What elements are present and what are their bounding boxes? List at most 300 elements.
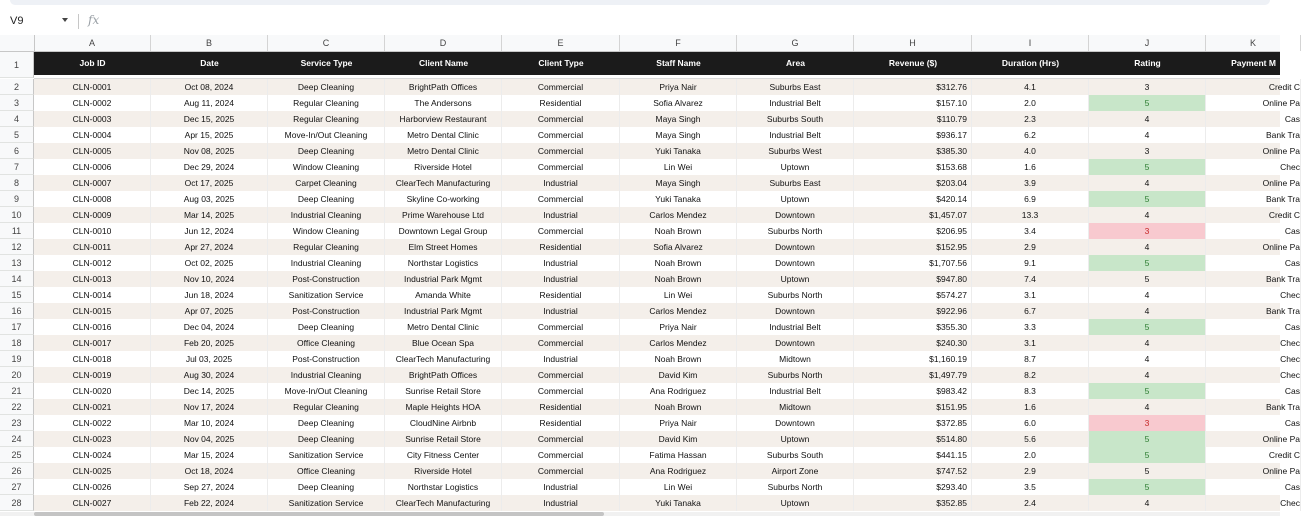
cell-duration[interactable]: 3.9	[972, 175, 1089, 191]
row-number[interactable]: 13	[0, 255, 34, 271]
cell-rating[interactable]: 3	[1089, 79, 1206, 95]
cell-client-type[interactable]: Commercial	[502, 143, 620, 159]
cell-staff-name[interactable]: Maya Singh	[620, 175, 737, 191]
cell-staff-name[interactable]: Noah Brown	[620, 271, 737, 287]
cell-job-id[interactable]: CLN-0020	[34, 383, 151, 399]
cell-revenue[interactable]: $420.14	[854, 191, 972, 207]
cell-client-name[interactable]: Blue Ocean Spa	[385, 335, 502, 351]
cell-service-type[interactable]: Regular Cleaning	[268, 239, 385, 255]
cell-date[interactable]: Apr 07, 2025	[151, 303, 268, 319]
cell-client-name[interactable]: Northstar Logistics	[385, 479, 502, 495]
cell-service-type[interactable]: Window Cleaning	[268, 223, 385, 239]
cell-duration[interactable]: 8.3	[972, 383, 1089, 399]
cell-area[interactable]: Suburbs East	[737, 175, 854, 191]
cell-duration[interactable]: 3.4	[972, 223, 1089, 239]
cell-rating[interactable]: 5	[1089, 319, 1206, 335]
header-job-id[interactable]: Job ID	[79, 58, 106, 68]
cell-job-id[interactable]: CLN-0002	[34, 95, 151, 111]
row-number[interactable]: 12	[0, 239, 34, 255]
cell-revenue[interactable]: $293.40	[854, 479, 972, 495]
cell-duration[interactable]: 6.0	[972, 415, 1089, 431]
cell-payment-method[interactable]: Chec	[1206, 367, 1301, 383]
cell-area[interactable]: Industrial Belt	[737, 127, 854, 143]
cell-date[interactable]: Jun 18, 2024	[151, 287, 268, 303]
cell-area[interactable]: Downtown	[737, 415, 854, 431]
cell-rating[interactable]: 4	[1089, 175, 1206, 191]
row-number[interactable]: 23	[0, 415, 34, 431]
cell-date[interactable]: Nov 04, 2025	[151, 431, 268, 447]
spreadsheet-grid[interactable]	[0, 35, 1300, 512]
cell-revenue[interactable]: $1,707.56	[854, 255, 972, 271]
cell-date[interactable]: Nov 17, 2024	[151, 399, 268, 415]
row-number[interactable]: 10	[0, 207, 34, 223]
row-number[interactable]: 14	[0, 271, 34, 287]
cell-service-type[interactable]: Move-In/Out Cleaning	[268, 127, 385, 143]
cell-duration[interactable]: 6.9	[972, 191, 1089, 207]
cell-job-id[interactable]: CLN-0016	[34, 319, 151, 335]
column-header-k[interactable]: K	[1206, 35, 1301, 51]
name-box[interactable]	[0, 8, 76, 35]
header-staff-name[interactable]: Staff Name	[656, 58, 701, 68]
cell-job-id[interactable]: CLN-0003	[34, 111, 151, 127]
cell-revenue[interactable]: $936.17	[854, 127, 972, 143]
cell-date[interactable]: Dec 14, 2025	[151, 383, 268, 399]
cell-duration[interactable]: 2.4	[972, 495, 1089, 511]
cell-client-type[interactable]: Industrial	[502, 303, 620, 319]
cell-client-name[interactable]: Industrial Park Mgmt	[385, 271, 502, 287]
cell-revenue[interactable]: $922.96	[854, 303, 972, 319]
cell-rating[interactable]: 4	[1089, 287, 1206, 303]
cell-job-id[interactable]: CLN-0007	[34, 175, 151, 191]
cell-staff-name[interactable]: Noah Brown	[620, 351, 737, 367]
cell-client-name[interactable]: Metro Dental Clinic	[385, 127, 502, 143]
column-header-a[interactable]: A	[34, 35, 151, 51]
cell-duration[interactable]: 7.4	[972, 271, 1089, 287]
cell-payment-method[interactable]: Cas	[1206, 319, 1301, 335]
cell-service-type[interactable]: Post-Construction	[268, 351, 385, 367]
cell-area[interactable]: Downtown	[737, 335, 854, 351]
cell-staff-name[interactable]: Carlos Mendez	[620, 207, 737, 223]
select-all-corner[interactable]	[0, 35, 35, 51]
header-client-type[interactable]: Client Type	[538, 58, 584, 68]
header-client-name[interactable]: Client Name	[418, 58, 469, 68]
row-number[interactable]: 19	[0, 351, 34, 367]
cell-client-type[interactable]: Industrial	[502, 495, 620, 511]
cell-date[interactable]: Dec 04, 2024	[151, 319, 268, 335]
cell-rating[interactable]: 5	[1089, 159, 1206, 175]
cell-job-id[interactable]: CLN-0021	[34, 399, 151, 415]
cell-staff-name[interactable]: Priya Nair	[620, 319, 737, 335]
cell-revenue[interactable]: $110.79	[854, 111, 972, 127]
cell-revenue[interactable]: $203.04	[854, 175, 972, 191]
cell-client-name[interactable]: Elm Street Homes	[385, 239, 502, 255]
cell-client-name[interactable]: Downtown Legal Group	[385, 223, 502, 239]
scrollbar-thumb[interactable]	[34, 512, 604, 516]
cell-job-id[interactable]: CLN-0025	[34, 463, 151, 479]
cell-staff-name[interactable]: Noah Brown	[620, 399, 737, 415]
cell-date[interactable]: Feb 22, 2024	[151, 495, 268, 511]
row-number[interactable]: 7	[0, 159, 34, 175]
cell-staff-name[interactable]: Fatima Hassan	[620, 447, 737, 463]
cell-area[interactable]: Downtown	[737, 239, 854, 255]
cell-service-type[interactable]: Deep Cleaning	[268, 319, 385, 335]
row-number[interactable]: 25	[0, 447, 34, 463]
cell-area[interactable]: Suburbs North	[737, 287, 854, 303]
cell-area[interactable]: Suburbs North	[737, 223, 854, 239]
cell-client-name[interactable]: ClearTech Manufacturing	[385, 495, 502, 511]
cell-area[interactable]: Uptown	[737, 271, 854, 287]
cell-rating[interactable]: 5	[1089, 479, 1206, 495]
cell-area[interactable]: Uptown	[737, 191, 854, 207]
cell-rating[interactable]: 5	[1089, 447, 1206, 463]
cell-service-type[interactable]: Office Cleaning	[268, 463, 385, 479]
cell-job-id[interactable]: CLN-0017	[34, 335, 151, 351]
cell-date[interactable]: Mar 14, 2025	[151, 207, 268, 223]
cell-payment-method[interactable]: Chec	[1206, 351, 1301, 367]
cell-service-type[interactable]: Carpet Cleaning	[268, 175, 385, 191]
row-number[interactable]: 8	[0, 175, 34, 191]
cell-client-type[interactable]: Commercial	[502, 431, 620, 447]
row-number[interactable]: 15	[0, 287, 34, 303]
cell-service-type[interactable]: Post-Construction	[268, 303, 385, 319]
cell-staff-name[interactable]: Yuki Tanaka	[620, 191, 737, 207]
cell-payment-method[interactable]: Online Pa	[1206, 463, 1301, 479]
cell-duration[interactable]: 6.7	[972, 303, 1089, 319]
cell-area[interactable]: Downtown	[737, 255, 854, 271]
cell-date[interactable]: Oct 17, 2025	[151, 175, 268, 191]
cell-service-type[interactable]: Sanitization Service	[268, 287, 385, 303]
cell-job-id[interactable]: CLN-0009	[34, 207, 151, 223]
header-date[interactable]: Date	[200, 58, 219, 68]
cell-duration[interactable]: 8.2	[972, 367, 1089, 383]
cell-staff-name[interactable]: Noah Brown	[620, 255, 737, 271]
row-number[interactable]: 9	[0, 191, 34, 207]
cell-rating[interactable]: 5	[1089, 431, 1206, 447]
cell-revenue[interactable]: $441.15	[854, 447, 972, 463]
cell-payment-method[interactable]: Chec	[1206, 159, 1301, 175]
cell-date[interactable]: Sep 27, 2024	[151, 479, 268, 495]
cell-payment-method[interactable]: Online Pa	[1206, 95, 1301, 111]
cell-service-type[interactable]: Industrial Cleaning	[268, 367, 385, 383]
cell-duration[interactable]: 2.0	[972, 447, 1089, 463]
cell-duration[interactable]: 2.9	[972, 463, 1089, 479]
cell-job-id[interactable]: CLN-0024	[34, 447, 151, 463]
cell-job-id[interactable]: CLN-0015	[34, 303, 151, 319]
cell-duration[interactable]: 2.0	[972, 95, 1089, 111]
cell-client-type[interactable]: Residential	[502, 239, 620, 255]
cell-job-id[interactable]: CLN-0004	[34, 127, 151, 143]
cell-service-type[interactable]: Industrial Cleaning	[268, 255, 385, 271]
cell-service-type[interactable]: Deep Cleaning	[268, 191, 385, 207]
cell-area[interactable]: Suburbs West	[737, 143, 854, 159]
cell-revenue[interactable]: $747.52	[854, 463, 972, 479]
cell-client-type[interactable]: Industrial	[502, 351, 620, 367]
row-number[interactable]: 6	[0, 143, 34, 159]
cell-client-name[interactable]: The Andersons	[385, 95, 502, 111]
cell-service-type[interactable]: Deep Cleaning	[268, 479, 385, 495]
cell-client-name[interactable]: Harborview Restaurant	[385, 111, 502, 127]
cell-client-name[interactable]: Sunrise Retail Store	[385, 431, 502, 447]
cell-client-name[interactable]: Riverside Hotel	[385, 159, 502, 175]
chevron-down-icon[interactable]	[62, 18, 68, 22]
cell-rating[interactable]: 4	[1089, 303, 1206, 319]
cell-date[interactable]: Aug 30, 2024	[151, 367, 268, 383]
horizontal-scrollbar[interactable]	[0, 512, 1280, 516]
cell-service-type[interactable]: Deep Cleaning	[268, 415, 385, 431]
cell-area[interactable]: Suburbs North	[737, 367, 854, 383]
cell-client-name[interactable]: Metro Dental Clinic	[385, 319, 502, 335]
cell-client-type[interactable]: Commercial	[502, 447, 620, 463]
cell-staff-name[interactable]: Ana Rodriguez	[620, 463, 737, 479]
cell-job-id[interactable]: CLN-0012	[34, 255, 151, 271]
cell-service-type[interactable]: Move-In/Out Cleaning	[268, 383, 385, 399]
cell-area[interactable]: Uptown	[737, 495, 854, 511]
cell-client-type[interactable]: Commercial	[502, 223, 620, 239]
cell-payment-method[interactable]: Online Pa	[1206, 239, 1301, 255]
cell-rating[interactable]: 5	[1089, 383, 1206, 399]
cell-date[interactable]: Dec 29, 2024	[151, 159, 268, 175]
cell-client-type[interactable]: Commercial	[502, 127, 620, 143]
header-revenue[interactable]: Revenue ($)	[888, 58, 938, 68]
cell-area[interactable]: Suburbs North	[737, 479, 854, 495]
cell-date[interactable]: Feb 20, 2025	[151, 335, 268, 351]
cell-service-type[interactable]: Sanitization Service	[268, 495, 385, 511]
header-duration[interactable]: Duration (Hrs)	[1001, 58, 1060, 68]
cell-payment-method[interactable]: Cas	[1206, 223, 1301, 239]
row-number[interactable]: 1	[0, 52, 34, 78]
cell-client-type[interactable]: Residential	[502, 95, 620, 111]
cell-staff-name[interactable]: Noah Brown	[620, 223, 737, 239]
cell-rating[interactable]: 4	[1089, 351, 1206, 367]
cell-duration[interactable]: 3.1	[972, 287, 1089, 303]
cell-payment-method[interactable]: Cas	[1206, 111, 1301, 127]
cell-staff-name[interactable]: Maya Singh	[620, 111, 737, 127]
row-number[interactable]: 18	[0, 335, 34, 351]
cell-revenue[interactable]: $514.80	[854, 431, 972, 447]
cell-job-id[interactable]: CLN-0027	[34, 495, 151, 511]
cell-rating[interactable]: 4	[1089, 399, 1206, 415]
cell-revenue[interactable]: $352.85	[854, 495, 972, 511]
cell-rating[interactable]: 5	[1089, 255, 1206, 271]
cell-date[interactable]: Apr 15, 2025	[151, 127, 268, 143]
column-header-e[interactable]: E	[502, 35, 620, 51]
cell-payment-method[interactable]: Credit C	[1206, 447, 1301, 463]
cell-duration[interactable]: 4.0	[972, 143, 1089, 159]
row-number[interactable]: 2	[0, 79, 34, 95]
cell-client-name[interactable]: City Fitness Center	[385, 447, 502, 463]
row-number[interactable]: 11	[0, 223, 34, 239]
cell-revenue[interactable]: $1,497.79	[854, 367, 972, 383]
cell-client-name[interactable]: Prime Warehouse Ltd	[385, 207, 502, 223]
cell-client-name[interactable]: Riverside Hotel	[385, 463, 502, 479]
cell-rating[interactable]: 4	[1089, 111, 1206, 127]
cell-rating[interactable]: 4	[1089, 367, 1206, 383]
cell-client-name[interactable]: Metro Dental Clinic	[385, 143, 502, 159]
cell-duration[interactable]: 5.6	[972, 431, 1089, 447]
cell-client-type[interactable]: Commercial	[502, 383, 620, 399]
cell-rating[interactable]: 4	[1089, 495, 1206, 511]
cell-client-type[interactable]: Industrial	[502, 175, 620, 191]
cell-staff-name[interactable]: Lin Wei	[620, 287, 737, 303]
cell-staff-name[interactable]: Lin Wei	[620, 479, 737, 495]
cell-rating[interactable]: 4	[1089, 127, 1206, 143]
cell-payment-method[interactable]: Online Pa	[1206, 431, 1301, 447]
cell-job-id[interactable]: CLN-0013	[34, 271, 151, 287]
header-payment-method[interactable]: Payment M	[1231, 58, 1276, 68]
cell-client-type[interactable]: Residential	[502, 287, 620, 303]
cell-duration[interactable]: 1.6	[972, 159, 1089, 175]
cell-service-type[interactable]: Sanitization Service	[268, 447, 385, 463]
cell-date[interactable]: Aug 03, 2025	[151, 191, 268, 207]
cell-duration[interactable]: 9.1	[972, 255, 1089, 271]
header-rating[interactable]: Rating	[1134, 58, 1161, 68]
cell-staff-name[interactable]: Priya Nair	[620, 415, 737, 431]
cell-service-type[interactable]: Deep Cleaning	[268, 431, 385, 447]
cell-staff-name[interactable]: Sofia Alvarez	[620, 239, 737, 255]
cell-service-type[interactable]: Office Cleaning	[268, 335, 385, 351]
cell-service-type[interactable]: Regular Cleaning	[268, 95, 385, 111]
cell-date[interactable]: Mar 15, 2024	[151, 447, 268, 463]
cell-payment-method[interactable]: Bank Tra	[1206, 191, 1301, 207]
cell-date[interactable]: Oct 08, 2024	[151, 79, 268, 95]
cell-client-name[interactable]: Skyline Co-working	[385, 191, 502, 207]
cell-revenue[interactable]: $157.10	[854, 95, 972, 111]
cell-service-type[interactable]: Post-Construction	[268, 271, 385, 287]
cell-staff-name[interactable]: David Kim	[620, 367, 737, 383]
cell-client-type[interactable]: Residential	[502, 415, 620, 431]
header-area[interactable]: Area	[786, 58, 805, 68]
cell-area[interactable]: Midtown	[737, 351, 854, 367]
cell-job-id[interactable]: CLN-0026	[34, 479, 151, 495]
cell-staff-name[interactable]: Yuki Tanaka	[620, 143, 737, 159]
cell-duration[interactable]: 3.3	[972, 319, 1089, 335]
cell-revenue[interactable]: $372.85	[854, 415, 972, 431]
cell-area[interactable]: Uptown	[737, 159, 854, 175]
cell-service-type[interactable]: Regular Cleaning	[268, 111, 385, 127]
cell-duration[interactable]: 6.2	[972, 127, 1089, 143]
cell-area[interactable]: Suburbs East	[737, 79, 854, 95]
row-number[interactable]: 26	[0, 463, 34, 479]
cell-area[interactable]: Industrial Belt	[737, 383, 854, 399]
cell-area[interactable]: Industrial Belt	[737, 95, 854, 111]
cell-staff-name[interactable]: Carlos Mendez	[620, 303, 737, 319]
cell-job-id[interactable]: CLN-0014	[34, 287, 151, 303]
cell-client-name[interactable]: Northstar Logistics	[385, 255, 502, 271]
cell-client-type[interactable]: Industrial	[502, 207, 620, 223]
cell-rating[interactable]: 3	[1089, 223, 1206, 239]
cell-duration[interactable]: 8.7	[972, 351, 1089, 367]
cell-payment-method[interactable]: Online Pa	[1206, 175, 1301, 191]
cell-payment-method[interactable]: Bank Tra	[1206, 399, 1301, 415]
cell-rating[interactable]: 5	[1089, 271, 1206, 287]
cell-staff-name[interactable]: Lin Wei	[620, 159, 737, 175]
cell-client-name[interactable]: BrightPath Offices	[385, 367, 502, 383]
cell-date[interactable]: Oct 02, 2025	[151, 255, 268, 271]
column-header-d[interactable]: D	[385, 35, 502, 51]
cell-service-type[interactable]: Deep Cleaning	[268, 79, 385, 95]
cell-payment-method[interactable]: Chec	[1206, 495, 1301, 511]
column-header-i[interactable]: I	[972, 35, 1089, 51]
column-header-h[interactable]: H	[854, 35, 972, 51]
row-number[interactable]: 20	[0, 367, 34, 383]
cell-client-type[interactable]: Industrial	[502, 255, 620, 271]
cell-duration[interactable]: 3.1	[972, 335, 1089, 351]
cell-job-id[interactable]: CLN-0023	[34, 431, 151, 447]
cell-client-type[interactable]: Commercial	[502, 335, 620, 351]
cell-job-id[interactable]: CLN-0001	[34, 79, 151, 95]
cell-area[interactable]: Midtown	[737, 399, 854, 415]
cell-revenue[interactable]: $1,457.07	[854, 207, 972, 223]
cell-revenue[interactable]: $983.42	[854, 383, 972, 399]
cell-client-name[interactable]: Amanda White	[385, 287, 502, 303]
cell-area[interactable]: Airport Zone	[737, 463, 854, 479]
formula-input[interactable]	[110, 11, 1270, 31]
cell-revenue[interactable]: $574.27	[854, 287, 972, 303]
cell-client-type[interactable]: Commercial	[502, 79, 620, 95]
column-header-c[interactable]: C	[268, 35, 385, 51]
cell-rating[interactable]: 4	[1089, 207, 1206, 223]
cell-rating[interactable]: 4	[1089, 239, 1206, 255]
cell-payment-method[interactable]: Cas	[1206, 479, 1301, 495]
cell-date[interactable]: Nov 08, 2025	[151, 143, 268, 159]
column-header-b[interactable]: B	[151, 35, 268, 51]
cell-staff-name[interactable]: Ana Rodriguez	[620, 383, 737, 399]
cell-area[interactable]: Suburbs South	[737, 111, 854, 127]
cell-job-id[interactable]: CLN-0019	[34, 367, 151, 383]
cell-client-name[interactable]: Industrial Park Mgmt	[385, 303, 502, 319]
cell-staff-name[interactable]: Sofia Alvarez	[620, 95, 737, 111]
cell-client-type[interactable]: Commercial	[502, 319, 620, 335]
cell-date[interactable]: Apr 27, 2024	[151, 239, 268, 255]
cell-staff-name[interactable]: Carlos Mendez	[620, 335, 737, 351]
cell-staff-name[interactable]: David Kim	[620, 431, 737, 447]
column-header-g[interactable]: G	[737, 35, 854, 51]
cell-payment-method[interactable]: Cas	[1206, 415, 1301, 431]
cell-area[interactable]: Downtown	[737, 303, 854, 319]
cell-payment-method[interactable]: Credit C	[1206, 79, 1301, 95]
cell-client-type[interactable]: Commercial	[502, 159, 620, 175]
cell-job-id[interactable]: CLN-0022	[34, 415, 151, 431]
row-number[interactable]: 4	[0, 111, 34, 127]
cell-date[interactable]: Oct 18, 2024	[151, 463, 268, 479]
cell-job-id[interactable]: CLN-0005	[34, 143, 151, 159]
cell-staff-name[interactable]: Priya Nair	[620, 79, 737, 95]
cell-area[interactable]: Suburbs South	[737, 447, 854, 463]
row-number[interactable]: 5	[0, 127, 34, 143]
cell-payment-method[interactable]: Bank Tra	[1206, 271, 1301, 287]
cell-job-id[interactable]: CLN-0008	[34, 191, 151, 207]
cell-service-type[interactable]: Regular Cleaning	[268, 399, 385, 415]
cell-rating[interactable]: 3	[1089, 143, 1206, 159]
cell-client-type[interactable]: Residential	[502, 399, 620, 415]
cell-duration[interactable]: 4.1	[972, 79, 1089, 95]
cell-area[interactable]: Uptown	[737, 431, 854, 447]
cell-duration[interactable]: 3.5	[972, 479, 1089, 495]
cell-client-type[interactable]: Commercial	[502, 111, 620, 127]
cell-area[interactable]: Downtown	[737, 207, 854, 223]
cell-payment-method[interactable]: Online Pa	[1206, 143, 1301, 159]
cell-revenue[interactable]: $240.30	[854, 335, 972, 351]
row-number[interactable]: 21	[0, 383, 34, 399]
row-number[interactable]: 16	[0, 303, 34, 319]
cell-job-id[interactable]: CLN-0010	[34, 223, 151, 239]
cell-client-name[interactable]: ClearTech Manufacturing	[385, 175, 502, 191]
cell-date[interactable]: Nov 10, 2024	[151, 271, 268, 287]
cell-service-type[interactable]: Industrial Cleaning	[268, 207, 385, 223]
cell-client-type[interactable]: Commercial	[502, 463, 620, 479]
cell-date[interactable]: Mar 10, 2024	[151, 415, 268, 431]
cell-client-type[interactable]: Commercial	[502, 191, 620, 207]
